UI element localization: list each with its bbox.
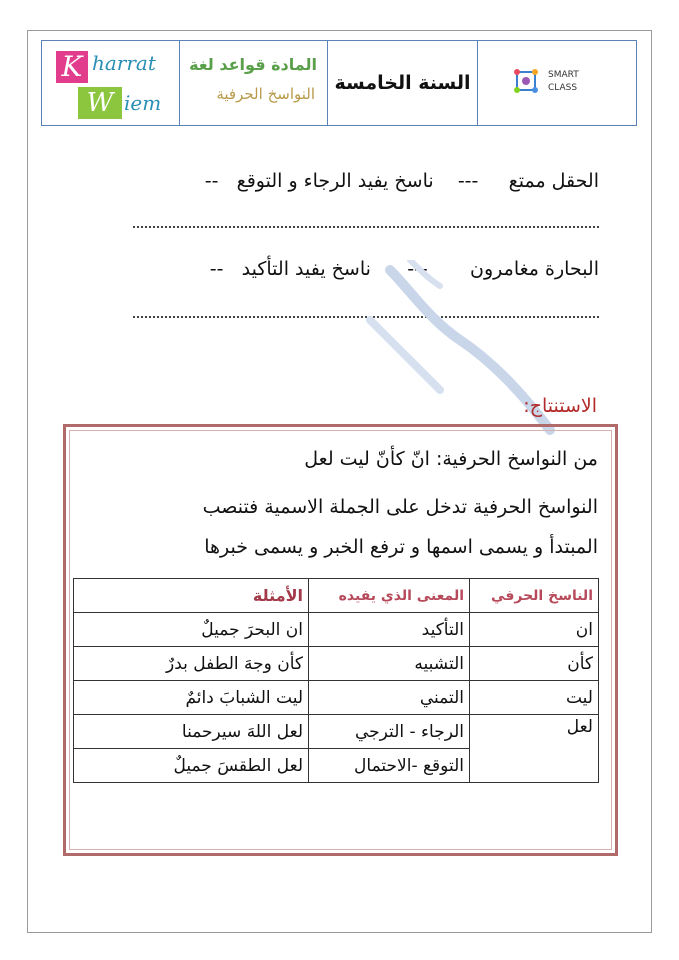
subject-title: المادة قواعد لغة [189, 55, 317, 74]
particle-cell: كأن [470, 647, 599, 681]
example-cell: ان البحرَ جميلٌ [74, 613, 309, 647]
subject-cell [180, 41, 328, 125]
example-cell: لعل اللهَ سيرحمنا [74, 715, 309, 749]
logo-k-rest: harrat [92, 51, 156, 75]
logo-cell [42, 41, 180, 125]
conclusion-line-3: المبتدأ و يسمى اسمها و ترفع الخبر و يسمى خبرها [204, 536, 598, 558]
table-row [74, 681, 599, 715]
logo-w-rest: iem [124, 91, 162, 115]
table-row [74, 613, 599, 647]
smart-class-text: SMART CLASS [548, 70, 579, 93]
example-line-2: البحارة مغامرون --- ناسخ يفيد التأكيد -- [209, 258, 599, 280]
particle-cell: ليت [470, 681, 599, 715]
lesson-title: النواسخ الحرفية [216, 85, 315, 103]
conclusion-line-2: النواسخ الحرفية تدخل على الجملة الاسمية فتنصب [202, 496, 598, 518]
logo-k: K [56, 51, 88, 83]
smart-class-cell [478, 41, 636, 125]
meaning-cell: الرجاء - الترجي [309, 715, 470, 749]
nawasikh-table [73, 578, 599, 783]
example-line-1: الحقل ممتع --- ناسخ يفيد الرجاء و التوقع -- [204, 170, 599, 192]
table-row [74, 647, 599, 681]
table-row [74, 715, 599, 749]
answer-dotted-line-1 [133, 226, 599, 228]
grade-cell [328, 41, 478, 125]
particle-cell: ان [470, 613, 599, 647]
meaning-cell: التوقع -الاحتمال [309, 749, 470, 783]
header-meaning: المعنى الذي يفيده [309, 579, 470, 613]
example-cell: لعل الطقسَ جميلٌ [74, 749, 309, 783]
example-cell: كأن وجهَ الطفل بدرٌ [74, 647, 309, 681]
header-particle: الناسخ الحرفي [470, 579, 599, 613]
conclusion-line-1: من النواسخ الحرفية: انّ كأنّ ليت لعل [304, 448, 598, 470]
conclusion-label: الاستنتاج: [523, 395, 597, 417]
header-examples: الأمثلة [74, 579, 309, 613]
example-cell: ليت الشبابَ دائمٌ [74, 681, 309, 715]
grade-title: السنة الخامسة [334, 72, 471, 94]
particle-cell: لعل [470, 715, 599, 783]
header-table [41, 40, 637, 126]
smart-class-logo-icon [508, 63, 544, 99]
table-header-row [74, 579, 599, 613]
meaning-cell: التمني [309, 681, 470, 715]
meaning-cell: التأكيد [309, 613, 470, 647]
logo-w: W [78, 87, 122, 119]
meaning-cell: التشبيه [309, 647, 470, 681]
